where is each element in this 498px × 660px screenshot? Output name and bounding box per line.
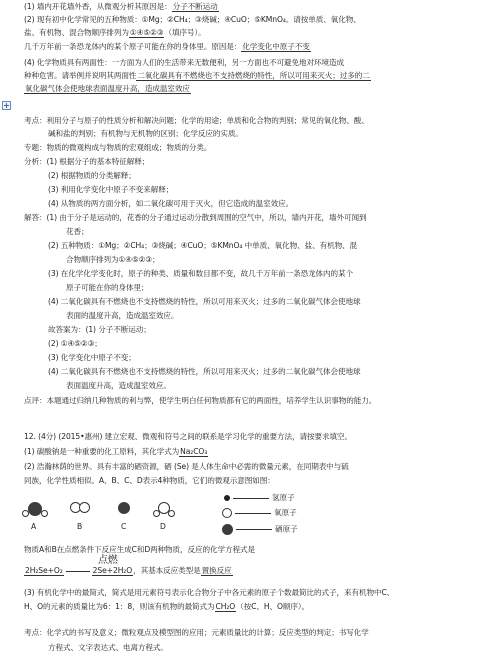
molecule-label-d: D — [160, 522, 166, 531]
molecule-label-b: B — [77, 522, 83, 531]
jieda-line-1: 解答：(1) 由于分子是运动的，花香的分子通过运动分散到周围的空气中，所以，墙内开花，墙外可闻到 — [24, 213, 367, 222]
jieda-line-4: 合物顺序排列为①④⑤②③； — [66, 255, 160, 264]
q-line-1: (1) 墙内开花墙外香，从微观分析其原因是：分子不断运动 — [24, 2, 218, 11]
jieda-line-8: 表面的温度升高，造成温室效应。 — [66, 311, 179, 320]
kaodian-line-2: 碱和盐的判别；有机物与无机物的区别；化学反应的实质。 — [48, 129, 243, 138]
q12-part1: (1) 碳酸钠是一种重要的化工原料，其化学式为Na₂CO₃ — [24, 447, 208, 456]
molecule-label-a: A — [31, 522, 37, 531]
answer-line-2: (2) ①④⑤②③； — [48, 339, 102, 348]
answer-line-3: (3) 化学变化中原子不变； — [48, 353, 136, 362]
q12-reaction-line: 物质A和B在点燃条件下反应生成C和D两种物质，反应的化学方程式是 — [24, 545, 255, 554]
q12-title: 12. (4分) (2015•惠州) 建立宏观、微观和符号之间的联系是学习化学的重要方法，请按要求填空。 — [24, 432, 352, 441]
legend-selenium: 硒原子 — [222, 524, 298, 535]
q12-equation: 2H₂Se+O₂ 2Se+2H₂O，其基本反应类型是置换反应 — [25, 566, 232, 575]
q-line-2: (2) 现有初中化学常见的五种物质：①Mg；②CH₄；③烧碱；④CuO；⑤KMnO₄。请按单质、氧化物、 — [24, 15, 361, 24]
q-line-6: 种种危害。请举例并说明其两面性二氧化碳具有不燃烧也不支持燃烧的特性，所以可用来灭火；过多的二 — [24, 71, 370, 80]
jieda-line-6: 原子可能在你的身体里； — [66, 283, 149, 292]
kaodian2-line-1: 考点：化学式的书写及意义；微粒观点及模型图的应用；元素质量比的计算；反应类型的判定；书写化学 — [24, 628, 369, 637]
jieda-line-5: (3) 在化学化学变化时，原子的种类、质量和数目都不变，故几千万年前一条恐龙体内的某个 — [48, 269, 354, 278]
legend-oxygen: 氧原子 — [222, 508, 297, 518]
q-line-7: 氧化碳气体会使地球表面温度升高，造成温室效应 — [25, 84, 190, 93]
fenxi-line-2: (2) 根据物质的分类解释； — [48, 171, 136, 180]
q-line-3: 盐、有机物、混合物顺序排列为①④⑤②③（填序号）。 — [24, 28, 206, 37]
jieda-line-2: 花香； — [66, 227, 89, 236]
kaodian-line-1: 考点：利用分子与原子的性质分析和解决问题；化学的用途；单质和化合物的判别；常见的氧化物、酸、 — [24, 116, 369, 125]
q12-part3-line2: H、O的元素的质量比为6：1：8，则该有机物的最简式为CH₂O（按C、H、O顺序）。 — [24, 602, 310, 611]
q12-part2-line2: 同族，化学性质相似。A、B、C、D表示4种物质，它们的微观示意图如图： — [24, 476, 275, 485]
answer-line-1: 故答案为：(1) 分子不断运动； — [48, 325, 151, 334]
kaodian2-line-2: 方程式、文字表达式、电离方程式。 — [48, 643, 168, 652]
answer-line-5: 表面温度升高，造成温室效应。 — [66, 381, 171, 390]
table-move-handle-icon[interactable] — [2, 101, 11, 110]
zhuanti-line: 专题：物质的微观构成与物质的宏观组成；物质的分类。 — [24, 143, 212, 152]
jieda-line-3: (2) 五种物质：①Mg；②CH₄；③烧碱；④CuO；⑤KMnO₄ 中单质、氧化物、盐、有机物、混 — [48, 241, 358, 250]
q12-part2-line1: (2) 浩瀚林荫的世界。具有丰富的硒资源，硒 (Se) 是人体生命中必需的微量元素，在同期表中与硫 — [24, 462, 349, 471]
molecule-label-c: C — [121, 522, 127, 531]
jieda-line-7: (4) 二氧化碳具有不燃烧也不支持燃烧的特性，所以可用来灭火；过多的二氧化碳气体会使地球 — [48, 297, 361, 306]
fenxi-line-1: 分析：(1) 根据分子的基本特征解释； — [24, 157, 150, 166]
fenxi-line-3: (3) 利用化学变化中原子不变来解释； — [48, 185, 174, 194]
q-line-4: 几千万年前一条恐龙体内的某个原子可能在你的身体里。原因是：化学变化中原子不变 — [24, 42, 310, 51]
q12-part3-line1: (3) 有机化学中的最简式，简式是用元素符号表示化合物分子中各元素的原子个数最简比的式子，来有机物中C、 — [24, 588, 395, 597]
q-line-5: (4) 化学物质具有两面性：一方面为人们的生活带来无数便利，另一方面也不可避免地对环境造成 — [24, 58, 345, 67]
fenxi-line-4: (4) 从物质的两方面分析，如二氧化碳可用于灭火，但它造成的温室效应。 — [48, 199, 294, 208]
answer-line-4: (4) 二氧化碳具有不燃烧也不支持燃烧的特性，所以可用来灭火；过多的二氧化碳气体会使地球 — [48, 367, 361, 376]
legend-hydrogen: 氢原子 — [224, 493, 295, 503]
reaction-condition: 点燃 — [98, 555, 118, 566]
dianping-line: 点评：本题通过归纳几种物质的利与弊，使学生明白任何物质都有它的两面性，培养学生认识事物的能力。 — [24, 396, 377, 405]
